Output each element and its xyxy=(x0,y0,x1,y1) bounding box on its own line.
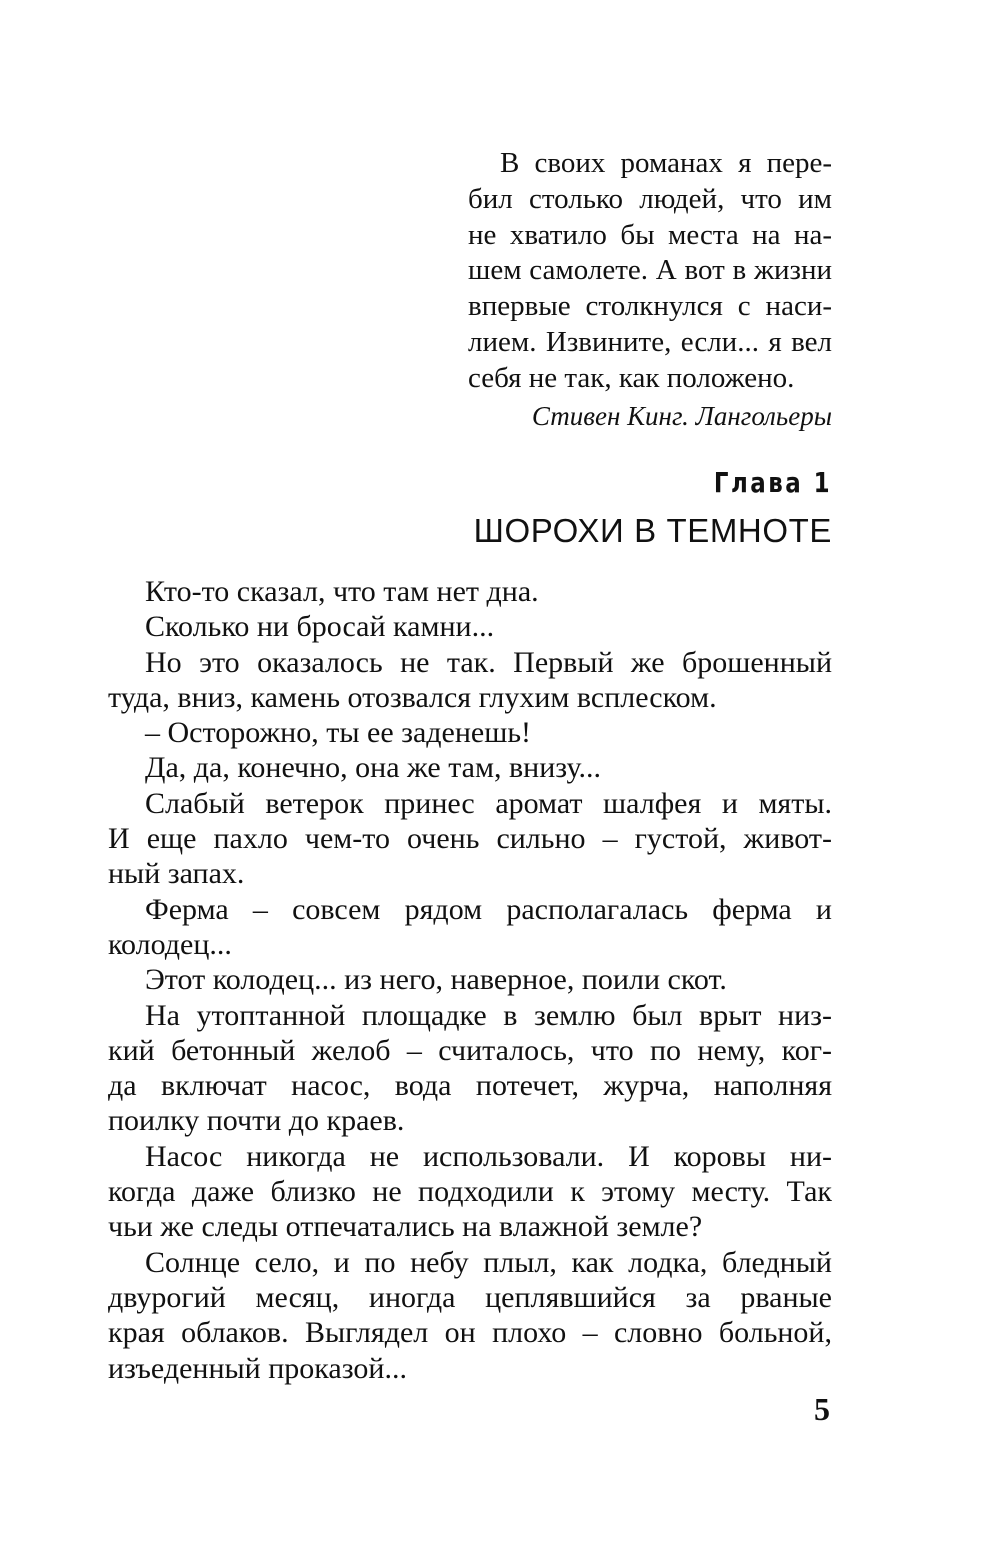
body-line: ный запах. xyxy=(108,857,245,891)
body-line: Слабый ветерок принес аромат шалфея и мяты. xyxy=(145,786,832,820)
epigraph-line: лием. Извините, если... я вел xyxy=(468,325,832,358)
body-line: кий бетонный желоб – считалось, что по нему, ког- xyxy=(108,1033,832,1067)
body-line: Солнце село, и по небу плыл, как лодка, бледный xyxy=(145,1245,832,1279)
body-line: поилку почти до краев. xyxy=(108,1104,405,1138)
epigraph-line: себя не так, как положено. xyxy=(468,361,795,394)
body-line: колодец... xyxy=(108,927,232,961)
body-line: Сколько ни бросай камни... xyxy=(145,610,495,644)
body-line: И еще пахло чем-то очень сильно – густой, живот- xyxy=(108,822,832,856)
body-line: На утоптанной площадке в землю был врыт низ- xyxy=(145,998,832,1032)
body-line: – Осторожно, ты ее заденешь! xyxy=(145,716,532,750)
body-line: Ферма – совсем рядом располагалась ферма и xyxy=(145,892,832,926)
body-line: Кто-то сказал, что там нет дна. xyxy=(145,575,539,608)
body-line: Насос никогда не использовали. И коровы ни- xyxy=(145,1139,832,1173)
epigraph-line: не хватило бы места на на- xyxy=(468,218,832,251)
chapter-title: ШОРОХИ В ТЕМНОТЕ xyxy=(473,512,832,549)
body-line: да включат насос, вода потечет, журча, наполняя xyxy=(108,1069,832,1103)
epigraph xyxy=(468,146,832,434)
epigraph-line: В своих романах я пере- xyxy=(500,147,832,179)
body-line: Но это оказалось не так. Первый же брошенный xyxy=(145,645,832,679)
epigraph-line: шем самолете. А вот в жизни xyxy=(468,254,832,287)
body-line: когда даже близко не подходили к этому месту. Так xyxy=(108,1175,832,1209)
epigraph-line: бил столько людей, что им xyxy=(468,182,832,215)
chapter-body xyxy=(108,574,832,1386)
chapter-number: Глава 1 xyxy=(713,466,832,499)
body-line: чьи же следы отпечатались на влажной земле? xyxy=(108,1210,703,1244)
body-line: Да, да, конечно, она же там, внизу... xyxy=(145,751,601,785)
page-number: 5 xyxy=(814,1391,830,1427)
body-line: двурогий месяц, иногда цеплявшийся за рваные xyxy=(108,1280,832,1314)
epigraph-line: впервые столкнулся с наси- xyxy=(468,290,832,323)
body-line: изъеденный проказой... xyxy=(108,1351,407,1385)
body-line: края облаков. Выглядел он плохо – словно больной, xyxy=(108,1316,832,1350)
epigraph-attribution: Стивен Кинг. Лангольеры xyxy=(531,400,832,431)
body-line: Этот колодец... из него, наверное, поили скот. xyxy=(145,963,727,997)
body-line: туда, вниз, камень отозвался глухим всплеском. xyxy=(108,680,717,714)
